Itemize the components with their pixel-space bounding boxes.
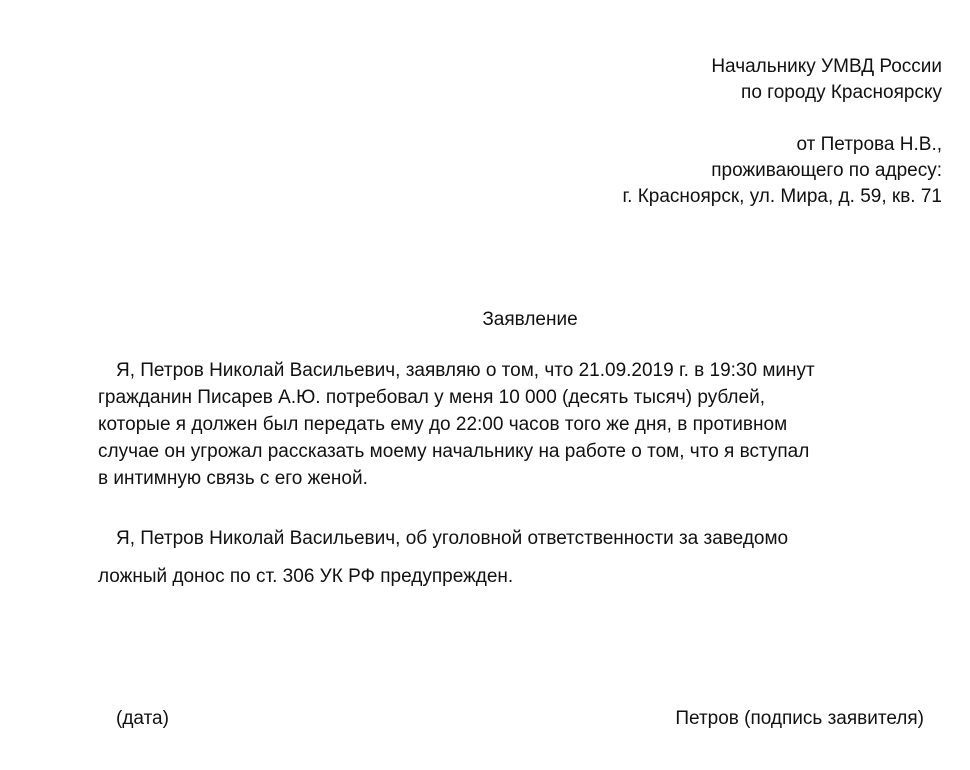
liability-line: ложный донос по ст. 306 УК РФ предупрежден. (98, 566, 514, 587)
addressee-block (623, 54, 942, 210)
statement-line: Я, Петров Николай Васильевич, заявляю о том, что 21.09.2019 г. в 19:30 минут (116, 360, 815, 381)
sender-residing-line: проживающего по адресу: (711, 160, 942, 181)
statement-line: гражданин Писарев А.Ю. потребовал у меня 10 000 (десять тысяч) рублей, (98, 387, 765, 408)
statement-line: случае он угрожал рассказать моему начальнику на работе о том, что я вступал (98, 441, 810, 462)
addressee-line-2: по городу Красноярску (741, 82, 942, 103)
sender-address-line: г. Красноярск, ул. Мира, д. 59, кв. 71 (622, 186, 942, 207)
addressee-line-1: Начальнику УМВД России (711, 56, 942, 77)
statement-line: в интимную связь с его женой. (98, 468, 368, 489)
liability-paragraph (98, 520, 938, 596)
signature-placeholder: Петров (подпись заявителя) (675, 708, 924, 729)
statement-line: которые я должен был передать ему до 22:00 часов того же дня, в противном (98, 414, 788, 435)
statement-paragraph (98, 357, 938, 492)
addressee-spacer (623, 106, 942, 132)
liability-line: Я, Петров Николай Васильевич, об уголовной ответственности за заведомо (116, 528, 789, 549)
document-title: Заявление (482, 309, 578, 330)
date-placeholder: (дата) (116, 708, 169, 729)
sender-from-line: от Петрова Н.В., (796, 134, 942, 155)
